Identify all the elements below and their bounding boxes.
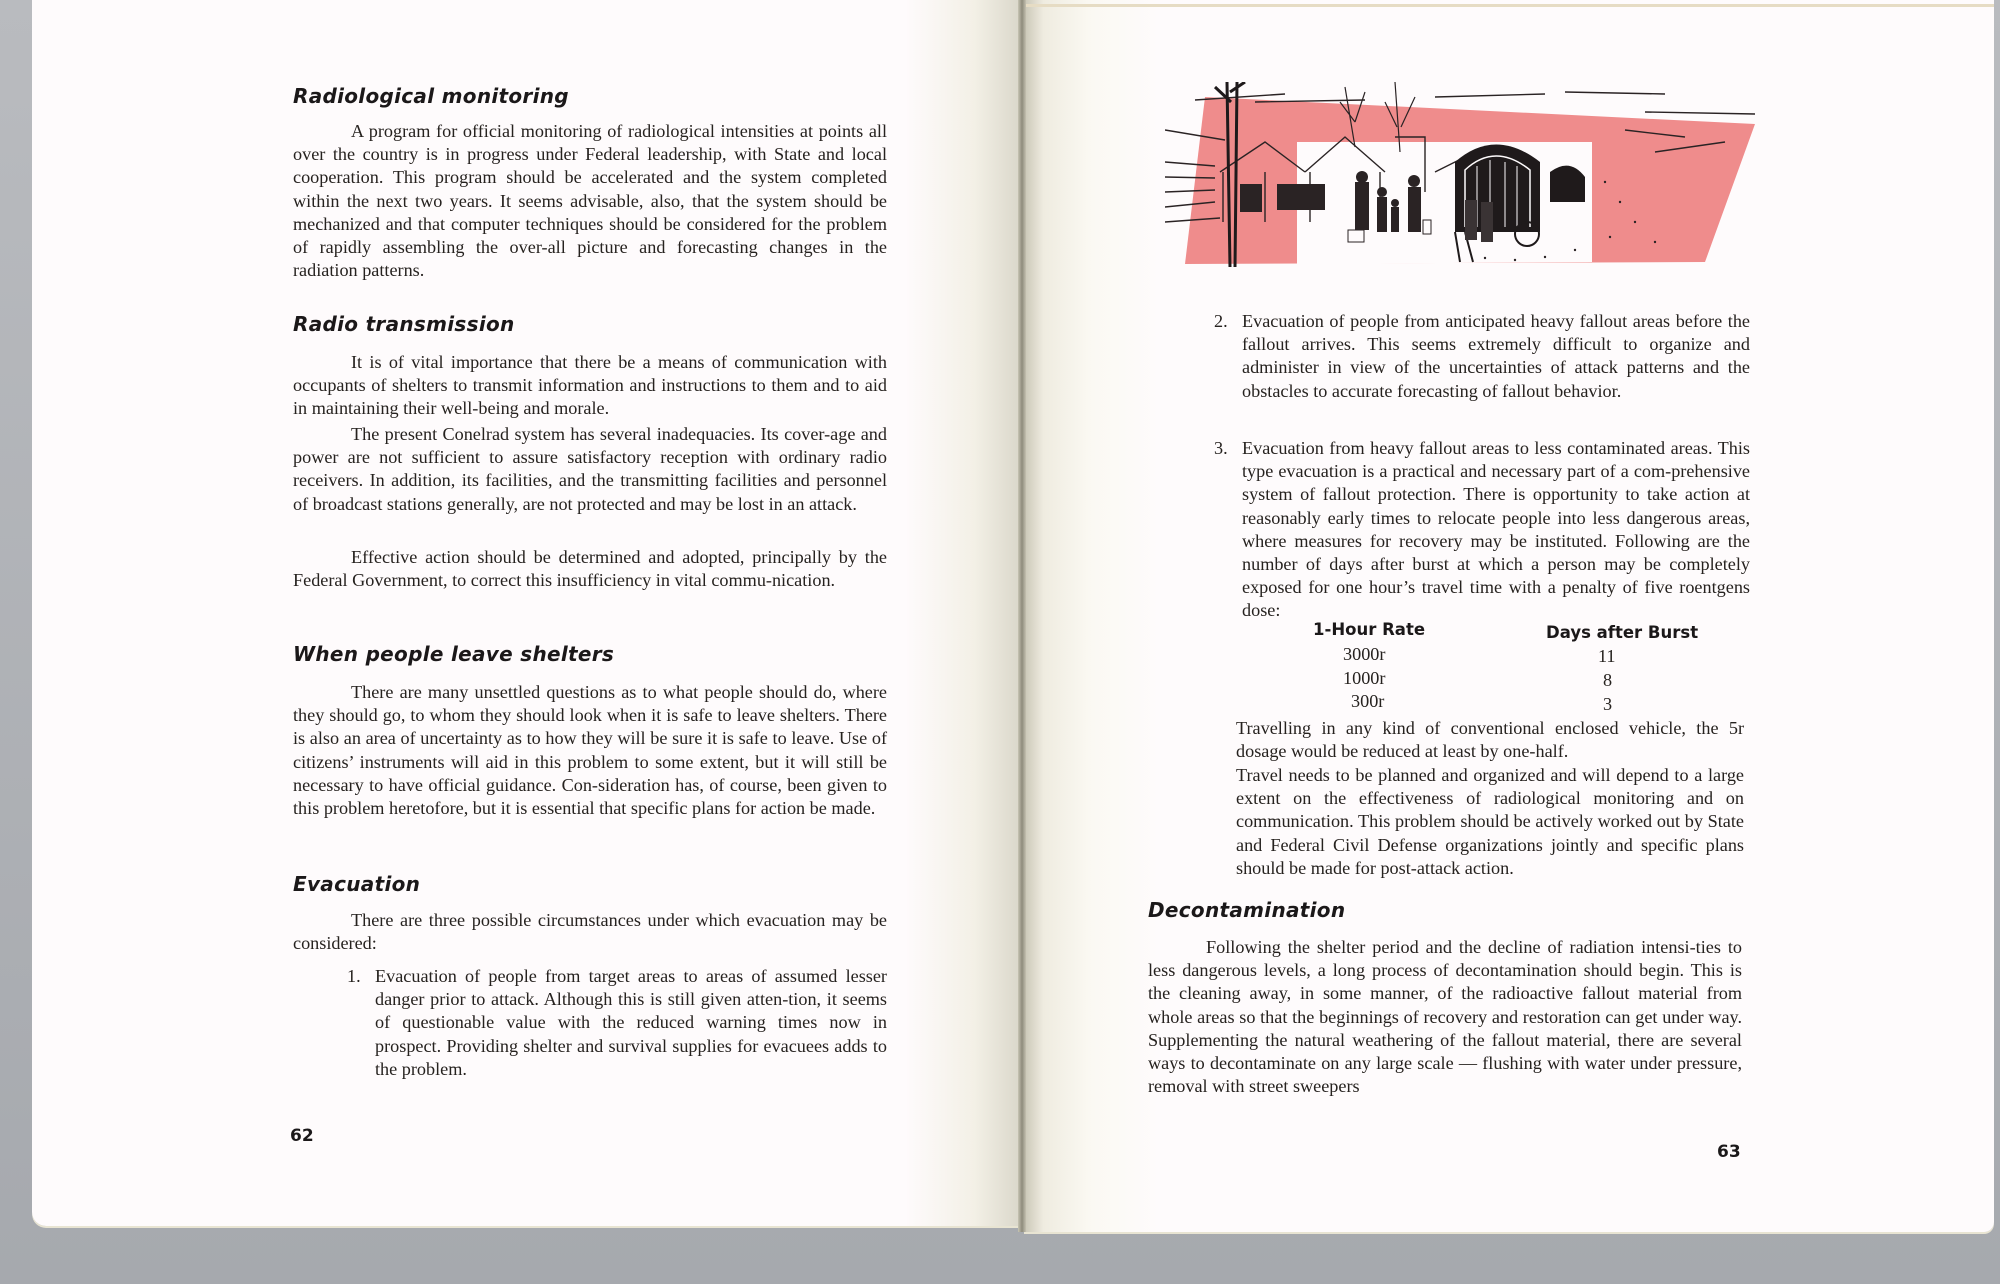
- table-cell: 1000r: [1343, 668, 1386, 688]
- page-number-right: 63: [1717, 1142, 1741, 1162]
- heading-when-people-leave-shelters: When people leave shelters: [293, 642, 615, 666]
- table-cell: 300r: [1351, 691, 1385, 711]
- paragraph: There are many unsettled questions as to what people should do, where they should go, to whom they should look when it is safe to leave shelters. There is also an area of uncertainty as to how they will be sure it is safe to leave. Use of citizens’ instruments will aid in this problem to some extent, but it will still be necessary to have official guidance. Con-sideration has, of course, been given to this problem heretofore, but it is essential that specific plans for action be made.: [293, 682, 887, 819]
- paragraph: Travel needs to be planned and organized and will depend to a large extent on the effectiveness of radiological monitoring and on communication. This problem should be actively worked out by State and Federal Civil Defense organizations jointly and specific plans should be made for post-attack action.: [1236, 765, 1744, 878]
- list-item-number: 3.: [1214, 438, 1228, 458]
- list-item-number: 1.: [347, 966, 361, 986]
- paragraph: There are three possible circumstances under which evacuation may be considered:: [293, 910, 887, 954]
- list-item-text: Evacuation of people from target areas to areas of assumed lesser danger prior to attack. Although this is still given atten-tion, it seems of questionable value with the reduced warning times now in prospect. Providing shelter and survival supplies for evacuees adds to the problem.: [375, 966, 887, 1079]
- list-item-number: 2.: [1214, 311, 1228, 331]
- table-header-rate: 1-Hour Rate: [1313, 620, 1426, 639]
- table-cell: 8: [1603, 670, 1613, 690]
- paragraph: The present Conelrad system has several inadequacies. Its cover-age and power are not sufficient to assure satisfactory reception with ordinary radio receivers. In addition, its facilities, and the transmitting facilities and personnel of broadcast stations generally, are not protected and may be lost in an attack.: [293, 424, 887, 514]
- table-cell: 3: [1603, 694, 1613, 714]
- heading-evacuation: Evacuation: [293, 872, 421, 896]
- evacuation-illustration: [1165, 82, 1760, 272]
- table-header-days: Days after Burst: [1546, 623, 1699, 642]
- paragraph: Following the shelter period and the decline of radiation intensi-ties to less dangerous levels, a long process of decontamination should begin. This is the cleaning away, in some manner, of the radioactive fallout material from whole areas so that the beginnings of recovery and restoration can get under way. Supplementing the natural weathering of the fallout material, there are several ways to decontaminate on any large scale — flushing with water under pressure, removal with street sweepers: [1148, 937, 1742, 1097]
- paragraph: A program for official monitoring of radiological intensities at points all over the country is in progress under Federal leadership, with State and local cooperation. This program should be accelerated and the system completed within the next two years. It seems advisable, also, that the system should be mechanized and that computer techniques should be considered for the problem of rapidly assembling the over-all picture and forecasting changes in the radiation patterns.: [293, 121, 887, 281]
- list-item-text: Evacuation from heavy fallout areas to less contaminated areas. This type evacuation is a practical and necessary part of a com-prehensive system of fallout protection. There is opportunity to take action at reasonably early times to relocate people into less dangerous areas, where measures for recovery may be instituted. Following are the number of days after burst at which a person may be completely exposed for one hour’s travel time with a penalty of five roentgens dose:: [1242, 438, 1750, 621]
- paragraph: It is of vital importance that there be a means of communication with occupants of shelters to transmit information and instructions to them and to aid in maintaining their well-being and morale.: [293, 352, 887, 419]
- paragraph: Travelling in any kind of conventional enclosed vehicle, the 5r dosage would be reduced at least by one-half.: [1236, 718, 1744, 762]
- list-item-text: Evacuation of people from anticipated heavy fallout areas before the fallout arrives. This seems extremely difficult to organize and administer in view of the uncertainties of attack patterns and the obstacles to accurate forecasting of fallout behavior.: [1242, 311, 1750, 401]
- table-cell: 3000r: [1343, 644, 1386, 664]
- paragraph: Effective action should be determined and adopted, principally by the Federal Government, to correct this insufficiency in vital commu-nication.: [293, 547, 887, 591]
- page-number-left: 62: [290, 1126, 314, 1146]
- heading-radio-transmission: Radio transmission: [293, 312, 515, 336]
- illustration-garage-windows: [1240, 184, 1325, 212]
- heading-decontamination: Decontamination: [1148, 898, 1346, 922]
- list-item: [1214, 310, 1750, 403]
- heading-radiological-monitoring: Radiological monitoring: [293, 84, 569, 108]
- list-item: [347, 965, 887, 1081]
- table-cell: 11: [1598, 646, 1616, 666]
- list-item: [1214, 437, 1750, 623]
- page-top-edge: [1026, 4, 1994, 7]
- book-spine: [1018, 0, 1026, 1232]
